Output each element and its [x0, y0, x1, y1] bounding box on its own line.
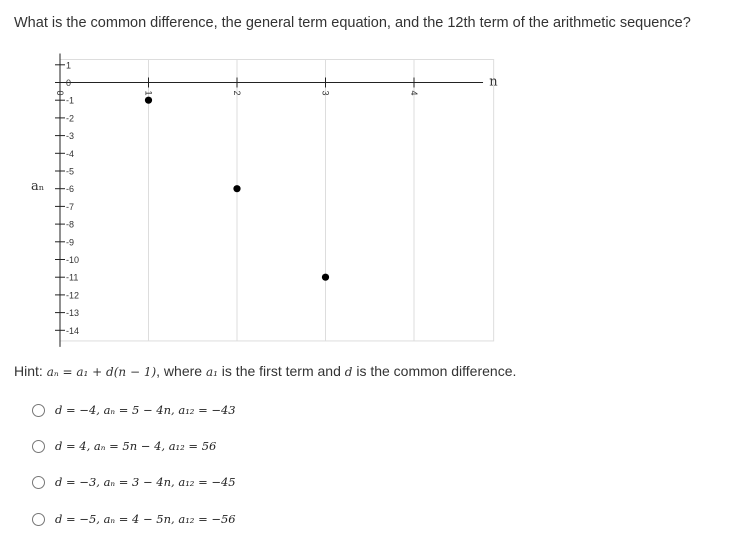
hint-d-symbol: d [344, 365, 353, 379]
x-tick-label: 0 [55, 90, 65, 96]
hint-formula: aₙ = a₁ + d(n − 1) [46, 365, 157, 379]
y-tick-label: -13 [66, 308, 80, 319]
x-tick-label: 4 [409, 90, 419, 96]
x-tick-label: 3 [320, 90, 331, 96]
answer-option-3[interactable] [32, 472, 236, 492]
y-tick-label: -9 [66, 237, 75, 248]
plot-frame [60, 59, 494, 340]
radio-button[interactable] [32, 404, 45, 417]
data-point [145, 97, 152, 104]
radio-button[interactable] [32, 440, 45, 453]
y-tick-label: -7 [66, 201, 75, 212]
answer-option-1[interactable] [32, 400, 236, 420]
y-tick-label: 0 [66, 78, 72, 88]
data-point [233, 185, 240, 192]
y-tick-label: -3 [66, 131, 75, 142]
answer-option-text: d = −5, aₙ = 4 − 5n, a₁₂ = −56 [55, 512, 236, 526]
answer-option-text: d = −4, aₙ = 5 − 4n, a₁₂ = −43 [55, 403, 236, 417]
x-tick-label: 2 [232, 90, 242, 96]
answer-option-4[interactable] [32, 509, 236, 529]
y-tick-label: -2 [66, 113, 75, 124]
y-tick-label: -10 [66, 255, 80, 265]
y-tick-label: -8 [66, 219, 75, 230]
answer-option-2[interactable] [32, 436, 216, 456]
hint-middle: , where [156, 363, 206, 379]
answer-option-text: d = −3, aₙ = 3 − 4n, a₁₂ = −45 [55, 475, 236, 489]
hint-suffix: is the common difference. [352, 363, 517, 379]
data-point [322, 274, 329, 281]
y-tick-label: -14 [66, 325, 80, 336]
y-tick-label: -4 [66, 148, 75, 159]
y-tick-label: 1 [66, 60, 72, 71]
answer-option-text: d = 4, aₙ = 5n − 4, a₁₂ = 56 [55, 439, 217, 453]
radio-button[interactable] [32, 513, 45, 526]
y-tick-label: -1 [66, 95, 75, 106]
y-tick-label: -5 [66, 166, 75, 177]
hint-middle2: is the first term and [217, 363, 345, 379]
x-tick-label: 1 [143, 90, 154, 96]
hint-prefix: Hint: [14, 363, 47, 379]
hint-text [14, 363, 516, 379]
hint-first-term-symbol: a₁ [205, 365, 218, 379]
x-axis-label: n [489, 74, 498, 90]
y-tick-label: -11 [66, 272, 79, 283]
y-tick-label: -12 [66, 290, 80, 301]
question-text: What is the common difference, the general term equation, and the 12th term of the arithmetic sequence? [14, 15, 691, 31]
y-tick-label: -6 [66, 184, 75, 195]
y-axis-label: aₙ [31, 179, 45, 194]
radio-button[interactable] [32, 476, 45, 489]
